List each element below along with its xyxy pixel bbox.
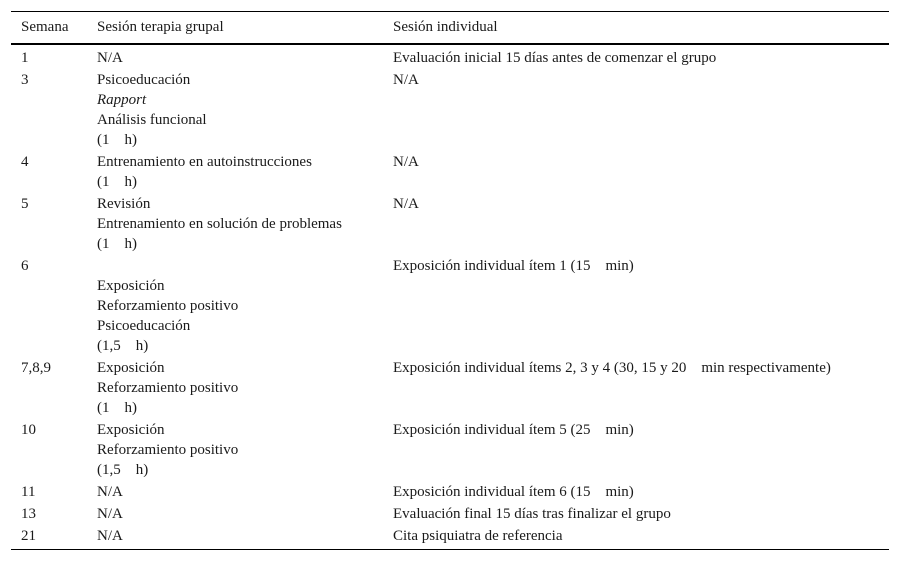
table-row [11,418,889,480]
table-row [11,192,889,254]
cell-sesion-grupal-line: N/A [97,506,123,522]
cell-sesion-grupal [87,192,383,254]
cell-sesion-individual-line: N/A [393,154,419,170]
table-row [11,44,889,68]
cell-sesion-individual [383,254,889,356]
cell-semana: 11 [21,484,36,500]
table-row [11,480,889,502]
table-row [11,502,889,524]
cell-sesion-grupal-line: Rapport [97,92,147,108]
cell-sesion-individual [383,356,889,418]
header-sesion-individual: Sesión individual [383,12,889,44]
cell-sesion-grupal [87,68,383,150]
cell-sesion-individual [383,502,889,524]
cell-sesion-grupal-line: N/A [97,50,123,66]
treatment-schedule-table [11,12,889,549]
cell-semana: 10 [21,422,36,438]
treatment-schedule-table-container [11,11,889,550]
cell-sesion-grupal [87,418,383,480]
cell-semana: 3 [21,72,29,88]
cell-sesion-individual-line: Evaluación final 15 días tras finalizar el grupo [393,506,671,522]
header-semana: Semana [11,12,87,44]
cell-sesion-individual-line: Evaluación inicial 15 días antes de comenzar el grupo [393,50,717,66]
cell-sesion-grupal-line: Revisión [97,196,151,212]
cell-semana: 21 [21,528,36,544]
table-row [11,254,889,356]
cell-sesion-individual-line: Exposición individual ítem 6 (15 min) [393,484,634,500]
cell-sesion-grupal [87,44,383,68]
cell-sesion-individual-line: Cita psiquiatra de referencia [393,528,563,544]
cell-sesion-grupal [87,356,383,418]
table-row [11,68,889,150]
cell-sesion-grupal-line: (1 h) [97,236,137,252]
cell-sesion-grupal-line: Reforzamiento positivo [97,298,239,314]
cell-sesion-grupal-line: (1 h) [97,174,137,190]
header-sesion-grupal: Sesión terapia grupal [87,12,383,44]
cell-sesion-grupal-line: Reforzamiento positivo [97,380,239,396]
cell-sesion-grupal-line: Exposición [97,278,165,294]
cell-sesion-grupal-line: Exposición [97,422,165,438]
cell-sesion-grupal-line: Análisis funcional [97,112,207,128]
cell-sesion-grupal-line: Psicoeducación [97,318,191,334]
cell-sesion-grupal [87,524,383,549]
cell-sesion-grupal-line: (1,5 h) [97,462,149,478]
cell-sesion-individual [383,418,889,480]
cell-sesion-individual [383,44,889,68]
cell-sesion-grupal-line: Psicoeducación [97,72,191,88]
table-row [11,356,889,418]
cell-sesion-grupal-line: Reforzamiento positivo [97,442,239,458]
cell-sesion-individual [383,150,889,192]
cell-sesion-grupal-line: N/A [97,484,123,500]
cell-sesion-grupal-line: (1 h) [97,132,137,148]
cell-sesion-grupal-line: Entrenamiento en solución de problemas [97,216,342,232]
cell-sesion-grupal [87,150,383,192]
cell-sesion-grupal [87,254,383,356]
cell-sesion-individual-line: Exposición individual ítem 5 (25 min) [393,422,634,438]
cell-sesion-grupal-line: Exposición [97,360,165,376]
cell-sesion-grupal-line: N/A [97,528,123,544]
cell-sesion-grupal [87,480,383,502]
cell-sesion-grupal-line [97,256,383,276]
cell-semana: 1 [21,50,29,66]
cell-semana: 5 [21,196,29,212]
cell-sesion-individual [383,192,889,254]
cell-sesion-individual [383,524,889,549]
cell-sesion-grupal-line: Entrenamiento en autoinstrucciones [97,154,312,170]
cell-sesion-individual [383,68,889,150]
cell-sesion-individual-line: Exposición individual ítems 2, 3 y 4 (30, 15 y 20 min respectivamente) [393,360,831,376]
table-header [11,12,889,44]
cell-semana: 7,8,9 [21,360,51,376]
cell-sesion-individual-line: N/A [393,72,419,88]
table-row [11,150,889,192]
cell-semana: 13 [21,506,36,522]
cell-sesion-grupal-line: (1,5 h) [97,338,149,354]
cell-sesion-individual [383,480,889,502]
table-body [11,44,889,549]
cell-sesion-grupal [87,502,383,524]
cell-sesion-individual-line: Exposición individual ítem 1 (15 min) [393,258,634,274]
cell-sesion-individual-line: N/A [393,196,419,212]
cell-semana: 6 [21,258,29,274]
table-row [11,524,889,549]
cell-sesion-grupal-line: (1 h) [97,400,137,416]
cell-semana: 4 [21,154,29,170]
header-row [11,12,889,44]
